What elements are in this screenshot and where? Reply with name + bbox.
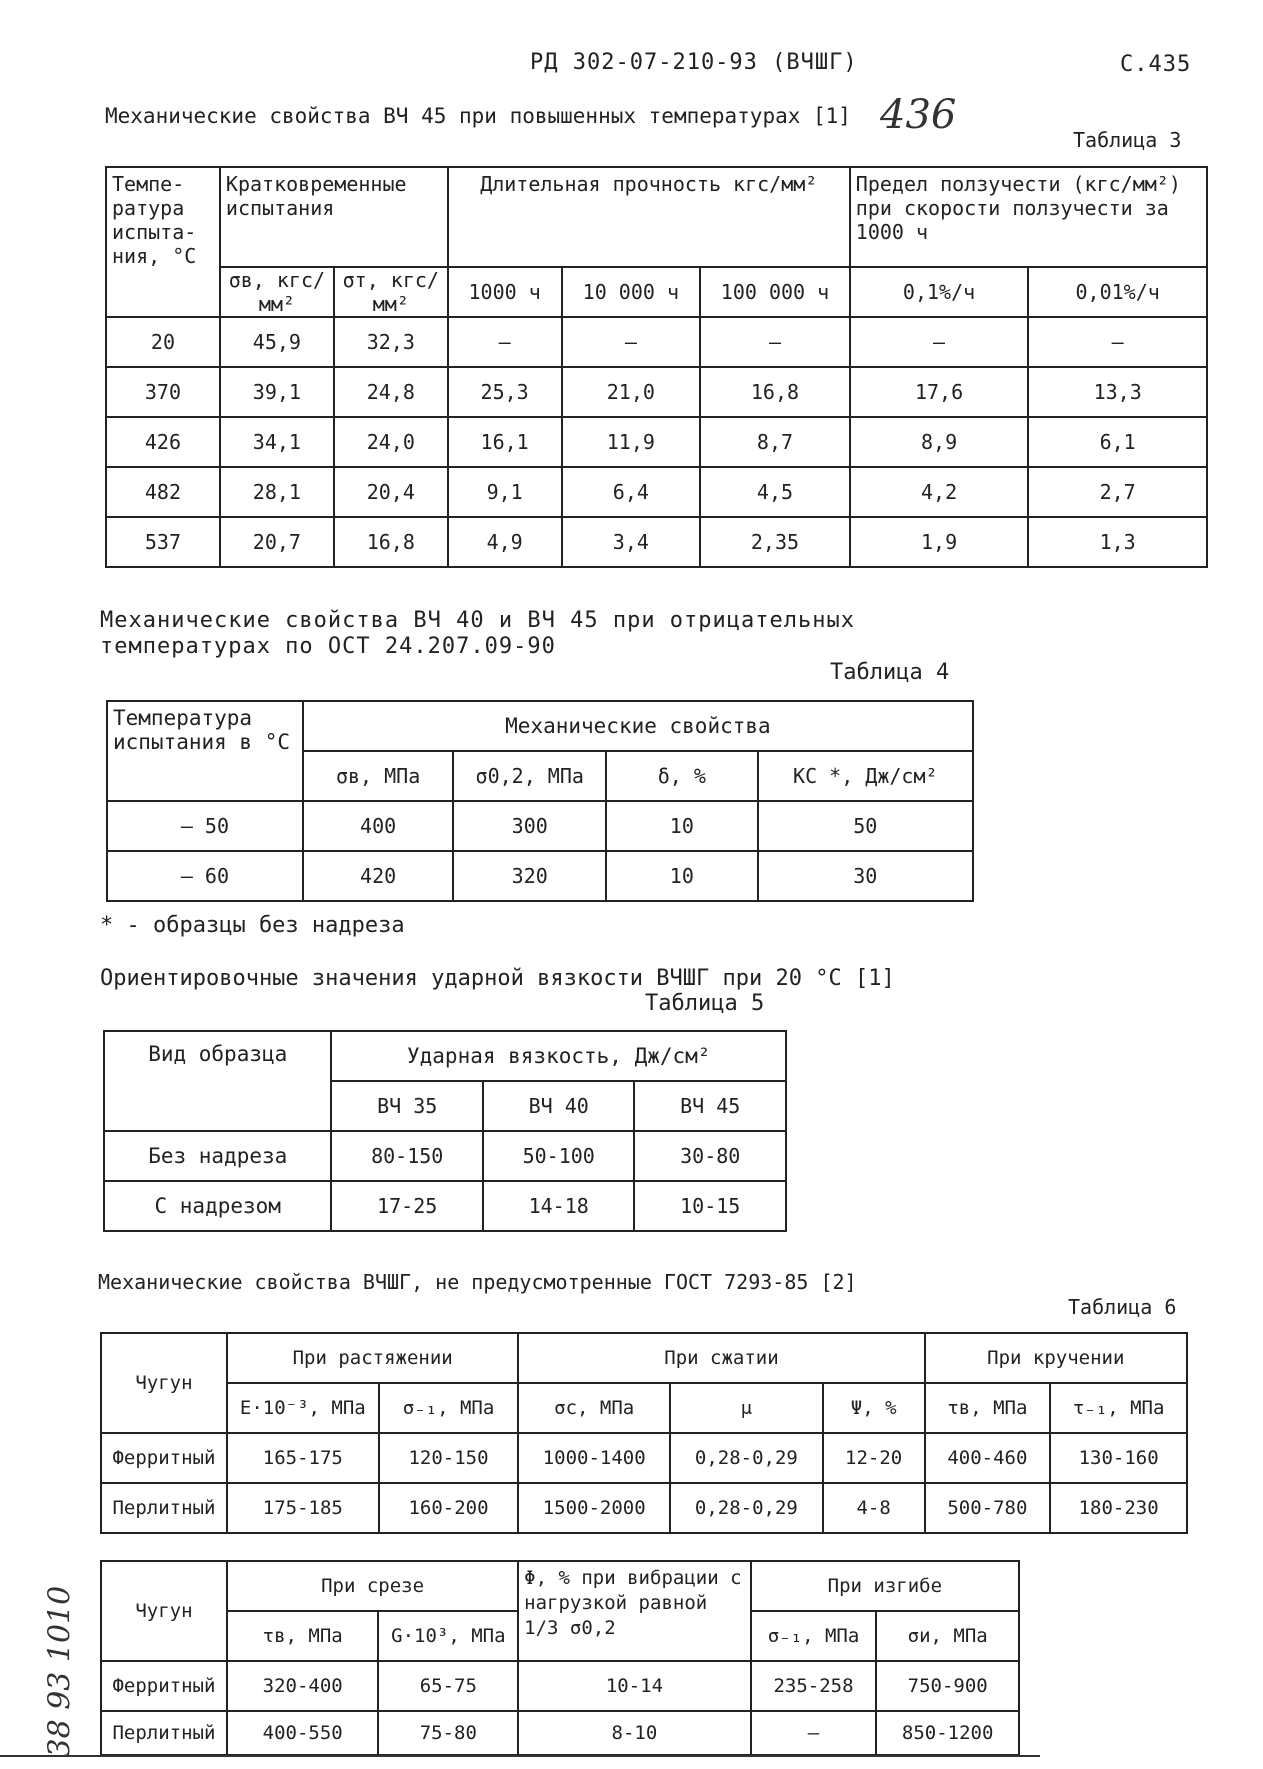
t6-cell: 175-185	[227, 1483, 379, 1533]
t5-header-c1: ВЧ 35	[331, 1081, 483, 1131]
t3-cell: 17,6	[850, 367, 1029, 417]
t3-cell: 4,9	[448, 517, 562, 567]
t3-cell: 39,1	[220, 367, 334, 417]
table6-caption: Механические свойства ВЧШГ, не предусмотренные ГОСТ 7293-85 [2]	[98, 1270, 857, 1294]
t4-cell: 10	[606, 801, 758, 851]
t6-cell: 400-460	[925, 1433, 1051, 1483]
table3-caption: Механические свойства ВЧ 45 при повышенных температурах [1]	[105, 104, 851, 128]
t7-cell: 75-80	[378, 1711, 518, 1755]
table-row	[101, 1661, 1019, 1711]
page-number: С.435	[1120, 52, 1192, 77]
t3-cell: 6,4	[562, 467, 701, 517]
t6-header-iron: Чугун	[101, 1333, 227, 1433]
t3-cell: 16,8	[334, 517, 448, 567]
t3-cell: 4,2	[850, 467, 1029, 517]
t6-cell: 1500-2000	[518, 1483, 670, 1533]
bottom-rule	[0, 1755, 1040, 1757]
t3-cell: 4,5	[700, 467, 850, 517]
t3-cell: 16,8	[700, 367, 850, 417]
t3-cell: 426	[106, 417, 220, 467]
t6-cell: 0,28-0,29	[670, 1433, 823, 1483]
t5-cell: 10-15	[634, 1181, 786, 1231]
t4-cell: 50	[758, 801, 973, 851]
t3-cell: 45,9	[220, 317, 334, 367]
table-row	[106, 417, 1207, 467]
t7-header-shear: При срезе	[227, 1561, 518, 1611]
t6-cell: Ферритный	[101, 1433, 227, 1483]
table-row	[101, 1483, 1187, 1533]
t7-header-phi: Φ, % при вибрации с нагрузкой равной 1/3 σ0,2	[518, 1561, 751, 1661]
t7-header-s1: σ₋₁, МПа	[751, 1611, 877, 1661]
t3-cell: 21,0	[562, 367, 701, 417]
t5-cell: С надрезом	[104, 1181, 331, 1231]
t3-cell: 20	[106, 317, 220, 367]
table4-label: Таблица 4	[830, 660, 950, 685]
t7-header-iron: Чугун	[101, 1561, 227, 1661]
t6-cell: 1000-1400	[518, 1433, 670, 1483]
t3-cell: –	[562, 317, 701, 367]
table-row	[107, 801, 973, 851]
table-row	[107, 851, 973, 901]
t3-cell: 370	[106, 367, 220, 417]
t3-header-01: 0,1%/ч	[850, 267, 1029, 317]
t6-header-compression: При сжатии	[518, 1333, 924, 1383]
table-row	[106, 467, 1207, 517]
table4-footnote: * - образцы без надреза	[100, 913, 405, 938]
t5-cell: 30-80	[634, 1131, 786, 1181]
t6-header-e: E·10⁻³, МПа	[227, 1383, 379, 1433]
t3-cell: 8,9	[850, 417, 1029, 467]
table-row	[106, 367, 1207, 417]
t3-header-sv: σв, кгс/мм²	[220, 267, 334, 317]
t3-cell: 34,1	[220, 417, 334, 467]
t7-cell: 65-75	[378, 1661, 518, 1711]
t3-cell: 32,3	[334, 317, 448, 367]
t7-cell: 10-14	[518, 1661, 751, 1711]
t3-cell: 537	[106, 517, 220, 567]
t7-header-bend: При изгибе	[751, 1561, 1019, 1611]
t3-cell: –	[448, 317, 562, 367]
t3-header-creep: Предел ползучести (кгс/мм²) при скорости ползучести за 1000 ч	[850, 167, 1207, 267]
table6-continued	[100, 1560, 1020, 1756]
t6-cell: 165-175	[227, 1433, 379, 1483]
t5-cell: 50-100	[483, 1131, 635, 1181]
t3-header-001: 0,01%/ч	[1028, 267, 1207, 317]
t7-cell: 750-900	[876, 1661, 1019, 1711]
t3-header-short: Кратковременные испытания	[220, 167, 448, 267]
t7-cell: 8-10	[518, 1711, 751, 1755]
table4-caption-line2: температурах по ОСТ 24.207.09-90	[100, 634, 556, 659]
table4-caption-line1: Механические свойства ВЧ 40 и ВЧ 45 при отрицательных	[100, 608, 855, 633]
t6-header-t1: τ₋₁, МПа	[1050, 1383, 1187, 1433]
t5-header-type: Вид образца	[104, 1031, 331, 1131]
table3	[105, 166, 1208, 568]
t5-cell: 14-18	[483, 1181, 635, 1231]
t3-cell: 1,9	[850, 517, 1029, 567]
table6	[100, 1332, 1188, 1534]
t3-cell: 20,4	[334, 467, 448, 517]
t3-header-long: Длительная прочность кгс/мм²	[448, 167, 850, 267]
table5	[103, 1030, 787, 1232]
t3-cell: –	[700, 317, 850, 367]
t3-cell: 20,7	[220, 517, 334, 567]
t3-header-1000: 1000 ч	[448, 267, 562, 317]
t6-header-sc: σс, МПа	[518, 1383, 670, 1433]
t4-cell: 320	[453, 851, 606, 901]
t3-cell: 6,1	[1028, 417, 1207, 467]
t4-header-s02: σ0,2, МПа	[453, 751, 606, 801]
t4-header-kc: КС *, Дж/см²	[758, 751, 973, 801]
t3-cell: 2,35	[700, 517, 850, 567]
t7-header-si: σи, МПа	[876, 1611, 1019, 1661]
t4-header-temp: Температура испытания в °С	[107, 701, 303, 801]
t7-cell: 400-550	[227, 1711, 379, 1755]
t6-cell: Перлитный	[101, 1483, 227, 1533]
document-code: РД 302-07-210-93 (ВЧШГ)	[530, 50, 858, 75]
table-row	[104, 1131, 786, 1181]
table5-label: Таблица 5	[645, 991, 765, 1016]
t6-header-tension: При растяжении	[227, 1333, 518, 1383]
t4-header-sv: σв, МПа	[303, 751, 454, 801]
t6-header-s1: σ₋₁, МПа	[379, 1383, 519, 1433]
t5-header-impact: Ударная вязкость, Дж/см²	[331, 1031, 786, 1081]
t3-cell: 24,8	[334, 367, 448, 417]
t7-cell: –	[751, 1711, 877, 1755]
t3-cell: 25,3	[448, 367, 562, 417]
t4-cell: 400	[303, 801, 454, 851]
t3-cell: 3,4	[562, 517, 701, 567]
t3-header-st: σт, кгс/мм²	[334, 267, 448, 317]
table6-label: Таблица 6	[1068, 1295, 1177, 1319]
table-row	[106, 317, 1207, 367]
t4-cell: 300	[453, 801, 606, 851]
margin-handwritten-note: 38 93 1010	[42, 1585, 78, 1758]
t3-header-100000: 100 000 ч	[700, 267, 850, 317]
t5-header-c2: ВЧ 40	[483, 1081, 635, 1131]
table-row	[106, 517, 1207, 567]
t3-cell: 28,1	[220, 467, 334, 517]
t6-header-psi: Ψ, %	[823, 1383, 925, 1433]
t7-cell: 320-400	[227, 1661, 379, 1711]
t3-cell: 482	[106, 467, 220, 517]
t6-cell: 120-150	[379, 1433, 519, 1483]
t6-header-torsion: При кручении	[925, 1333, 1187, 1383]
t3-cell: 16,1	[448, 417, 562, 467]
t3-cell: 9,1	[448, 467, 562, 517]
t6-header-mu: μ	[670, 1383, 823, 1433]
t7-header-tb: τв, МПа	[227, 1611, 379, 1661]
t6-cell: 180-230	[1050, 1483, 1187, 1533]
t5-cell: 17-25	[331, 1181, 483, 1231]
t7-cell: 850-1200	[876, 1711, 1019, 1755]
t3-cell: 8,7	[700, 417, 850, 467]
table3-label: Таблица 3	[1073, 128, 1182, 152]
table5-caption: Ориентировочные значения ударной вязкости ВЧШГ при 20 °С [1]	[100, 966, 895, 991]
t4-cell: 10	[606, 851, 758, 901]
t7-cell: Ферритный	[101, 1661, 227, 1711]
t3-header-temp: Темпе-ратура испыта-ния, °С	[106, 167, 220, 317]
t5-header-c3: ВЧ 45	[634, 1081, 786, 1131]
t4-cell: – 50	[107, 801, 303, 851]
t6-cell: 500-780	[925, 1483, 1051, 1533]
t6-header-tb: τв, МПа	[925, 1383, 1051, 1433]
table-row	[104, 1181, 786, 1231]
t3-cell: 11,9	[562, 417, 701, 467]
t6-cell: 130-160	[1050, 1433, 1187, 1483]
t3-cell: –	[850, 317, 1029, 367]
t3-cell: –	[1028, 317, 1207, 367]
handwritten-number: 436	[880, 92, 957, 138]
t5-cell: Без надреза	[104, 1131, 331, 1181]
t4-cell: 420	[303, 851, 454, 901]
t7-cell: Перлитный	[101, 1711, 227, 1755]
t3-cell: 13,3	[1028, 367, 1207, 417]
t6-cell: 4-8	[823, 1483, 925, 1533]
t6-cell: 0,28-0,29	[670, 1483, 823, 1533]
t4-cell: – 60	[107, 851, 303, 901]
table-row	[101, 1711, 1019, 1755]
table-row	[101, 1433, 1187, 1483]
t4-header-mech: Механические свойства	[303, 701, 973, 751]
t3-cell: 1,3	[1028, 517, 1207, 567]
t5-cell: 80-150	[331, 1131, 483, 1181]
t4-header-delta: δ, %	[606, 751, 758, 801]
t7-header-g: G·10³, МПа	[378, 1611, 518, 1661]
table4	[106, 700, 974, 902]
t3-cell: 2,7	[1028, 467, 1207, 517]
t6-cell: 12-20	[823, 1433, 925, 1483]
t4-cell: 30	[758, 851, 973, 901]
t3-cell: 24,0	[334, 417, 448, 467]
t7-cell: 235-258	[751, 1661, 877, 1711]
t6-cell: 160-200	[379, 1483, 519, 1533]
t3-header-10000: 10 000 ч	[562, 267, 701, 317]
